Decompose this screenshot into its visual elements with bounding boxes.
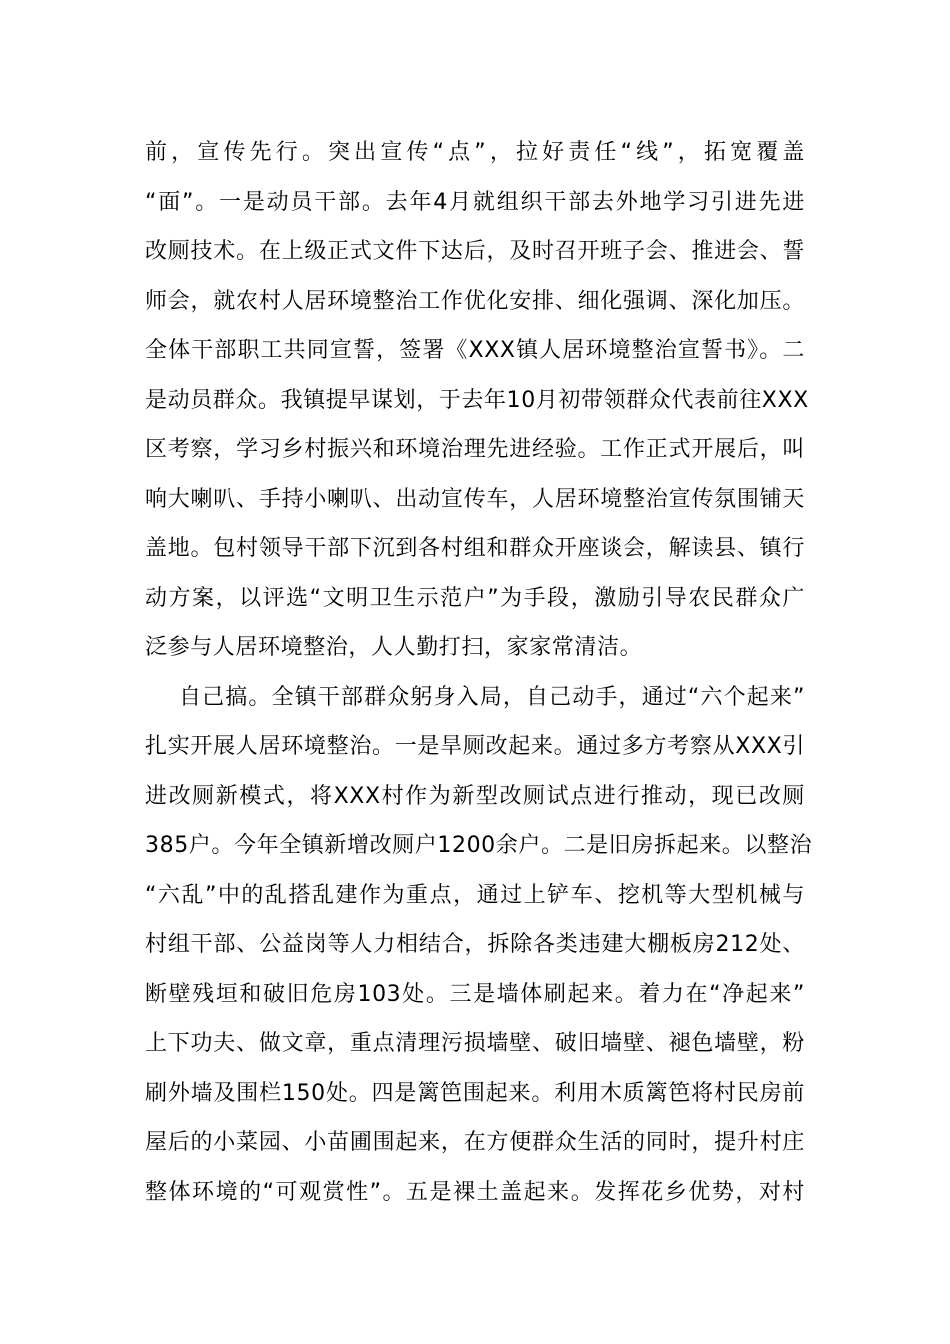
paragraph-line: 师会，就农村人居环境整治工作优化安排、细化强调、深化加压。	[145, 288, 805, 314]
paragraph-line: 前，宣传先行。突出宣传“点”，拉好责任“线”，拓宽覆盖	[145, 140, 805, 165]
paragraph-line: 断壁残垣和破旧危房103处。三是墙体刷起来。着力在“净起来”	[145, 981, 805, 1007]
paragraph-line: 响大喇叭、手持小喇叭、出动宣传车，人居环境整治宣传氛围铺天	[145, 486, 805, 512]
paragraph-line: 是动员群众。我镇提早谋划，于去年10月初带领群众代表前往XXX	[145, 387, 809, 413]
paragraph-line: 动方案，以评选“文明卫生示范户”为手段，激励引导农民群众广	[145, 585, 805, 611]
paragraph-1	[145, 128, 809, 673]
paragraph-line: 改厕技术。在上级正式文件下达后，及时召开班子会、推进会、誓	[145, 239, 805, 264]
paragraph-2	[145, 673, 813, 1218]
paragraph-line: 刷外墙及围栏150处。四是篱笆围起来。利用木质篱笆将村民房前	[145, 1080, 805, 1106]
paragraph-line: 屋后的小菜园、小苗圃围起来，在方便群众生活的同时，提升村庄	[145, 1130, 805, 1155]
paragraph-line: “六乱”中的乱搭乱建作为重点，通过上铲车、挖机等大型机械与	[145, 882, 805, 908]
paragraph-line: 扎实开展人居环境整治。一是旱厕改起来。通过多方考察从XXX引	[145, 734, 805, 759]
paragraph-line: 进改厕新模式，将XXX村作为新型改厕试点进行推动，现已改厕	[145, 783, 805, 809]
document-body	[145, 128, 813, 1217]
paragraph-line: “面”。一是动员干部。去年4月就组织干部去外地学习引进先进	[145, 189, 805, 215]
paragraph-line: 全体干部职工共同宣誓，签署《XXX镇人居环境整治宣誓书》。二	[145, 338, 805, 363]
paragraph-line: 385户。今年全镇新增改厕户1200余户。二是旧房拆起来。以整治	[145, 833, 813, 858]
paragraph-line: 村组干部、公益岗等人力相结合，拆除各类违建大棚板房212处、	[145, 932, 805, 957]
paragraph-line: 泛参与人居环境整治，人人勤打扫，家家常清洁。	[145, 635, 643, 660]
paragraph-line: 区考察，学习乡村振兴和环境治理先进经验。工作正式开展后，叫	[145, 437, 805, 462]
paragraph-line: 上下功夫、做文章，重点清理污损墙壁、破旧墙壁、褪色墙壁，粉	[145, 1031, 805, 1056]
paragraph-line: 自己搞。全镇干部群众躬身入局，自己动手，通过“六个起来”	[179, 684, 805, 710]
paragraph-line: 盖地。包村领导干部下沉到各村组和群众开座谈会，解读县、镇行	[145, 536, 805, 561]
paragraph-line: 整体环境的“可观赏性”。五是裸土盖起来。发挥花乡优势，对村	[145, 1179, 805, 1205]
